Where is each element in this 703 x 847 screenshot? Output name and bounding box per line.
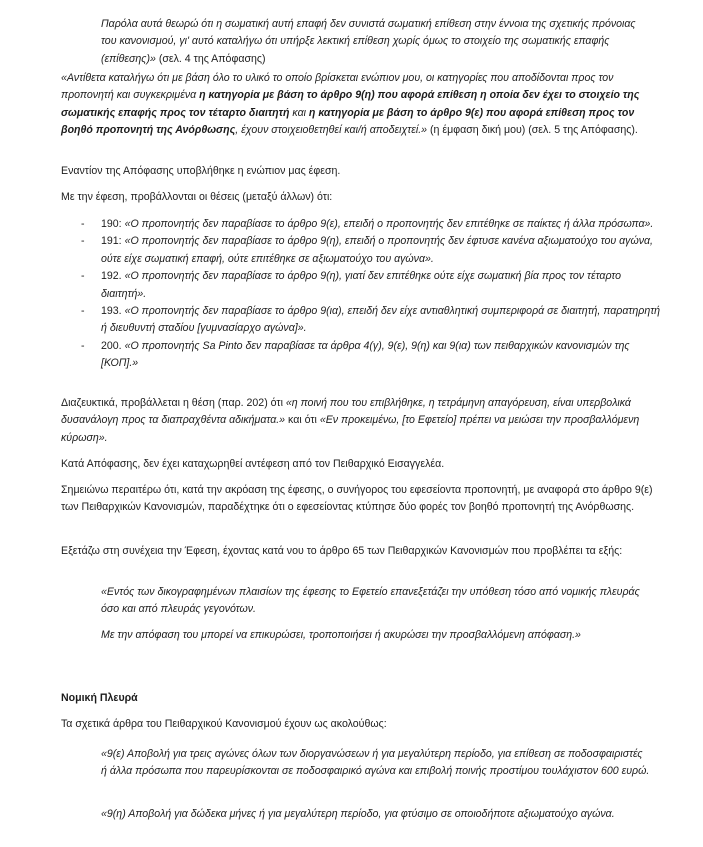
list-item: - 193. «Ο προπονητής δεν παραβίασε το άρθρο 9(ια), επειδή δεν είχε αντιαθλητική συμπεριφορά σε διαιτητή, παρατηρητή ή διευθυντή σταδίου [γυμνασίαρχο αγώνα]». (81, 305, 661, 335)
paragraph-positions: Με την έφεση, προβάλλονται οι θέσεις (μεταξύ άλλων) ότι: (61, 191, 333, 203)
conclusion-text-2: , έχουν στοιχειοθετηθεί και/ή αποδειχτεί.» (235, 124, 428, 137)
quote-top-text: Παρόλα αυτά θεωρώ ότι η σωματική αυτή επαφή δεν συνιστά σωματική επίθεση στην έννοια της σχετικής πρόνοιας του κανονισμού, γι' αυτό καταλήγω ότι υπήρξε λεκτική επίθεση χωρίς όμως το στοιχείο της σωματικής επαφής (επίθεσης)» (101, 18, 636, 65)
list-item-text: «Ο προπονητής δεν παραβίασε το άρθρο 9(ια), επειδή δεν είχε αντιαθλητική συμπεριφορά σε διαιτητή, παρατηρητή ή διευθυντή σταδίου [γυμνασίαρχο αγώνα]». (101, 305, 661, 335)
alternative-mid: και ότι (285, 414, 320, 427)
paragraph-conclusion (61, 70, 661, 140)
list-item-number: 191: (101, 235, 125, 248)
list-item: - 191: «Ο προπονητής δεν παραβίασε το άρθρο 9(η), επειδή ο προπονητής δεν έφτυσε κανένα αξιωματούχο του αγώνα, ούτε είχε σωματική επαφή, ούτε επιτέθηκε σε αξιωματούχο του αγώνα». (81, 235, 653, 265)
list-item-number: 192. (101, 270, 125, 283)
quote-top-ref: (σελ. 4 της Απόφασης) (155, 52, 266, 65)
alternative-quote-1: «η ποινή που του επιβλήθηκε, η τετράμηνη απαγόρευση, είναι υπερβολικά δυσανάλογη προς τα διαπραχθέντα αδικήματα.» (61, 397, 631, 427)
list-item-text: «Ο προπονητής δεν παραβίασε το άρθρο 9(ε), επειδή ο προπονητής δεν επιτέθηκε σε παίκτες ή άλλα πρόσωπα». (124, 218, 654, 230)
conclusion-ref: (η έμφαση δική μου) (σελ. 5 της Απόφασης). (427, 124, 638, 137)
list-item-number: 190: (101, 218, 125, 230)
paragraph-alternative (61, 395, 661, 447)
conclusion-bold-2: η κατηγορία με βάση το άρθρο 9(ε) που αφορά επίθεση προς τον βοηθό προπονητή της Ανόρθωσης (61, 106, 635, 137)
list-item-text: «Ο προπονητής δεν παραβίασε το άρθρο 9(η), γιατί δεν επιτέθηκε ούτε είχε σωματική βία προς τον τέταρτο διαιτητή». (101, 270, 622, 300)
section-heading-legal: Νομική Πλευρά (61, 692, 138, 704)
list-item-number: 193. (101, 305, 125, 318)
paragraph-no-cross-appeal: Κατά Απόφασης, δεν έχει καταχωρηθεί αντέφεση από τον Πειθαρχικό Εισαγγελέα. (61, 458, 445, 470)
quote-top (101, 16, 641, 68)
quote-article-9h: «9(η) Αποβολή για δώδεκα μήνες ή για μεγαλύτερη περίοδο, για φτύσιμο σε οποιοδήποτε αξιωματούχο αγώνα. (101, 808, 615, 820)
list-item-text: «Ο προπονητής δεν παραβίασε το άρθρο 9(η), επειδή ο προπονητής δεν έφτυσε κανένα αξιωματούχο του αγώνα, ούτε είχε σωματική επαφή, ούτε επιτέθηκε σε αξιωματούχο του αγώνα». (101, 235, 653, 265)
alternative-text-1: Διαζευκτικά, προβάλλεται η θέση (παρ. 202) ότι (61, 397, 286, 409)
paragraph-appeal: Εναντίον της Απόφασης υποβλήθηκε η ενώπιον μας έφεση. (61, 165, 341, 177)
list-item-text: «Ο προπονητής Sa Pinto δεν παραβίασε τα άρθρα 4(γ), 9(ε), 9(η) και 9(ια) των πειθαρχικών κανονισμών της [ΚΟΠ].» (101, 339, 630, 370)
alternative-quote-2: «Εν προκειμένω, [το Εφετείο] πρέπει να μειώσει την προσβαλλόμενη κύρωση». (61, 414, 640, 444)
positions-list (61, 216, 661, 373)
conclusion-bold-1: η κατηγορία με βάση το άρθρο 9(η) που αφορά επίθεση η οποία δεν έχει το στοιχείο της σωματικής επαφής προς τον τέταρτο διαιτητή (61, 89, 640, 119)
quote-article-65-a: «Εντός των δικογραφημένων πλαισίων της έφεσης το Εφετείο επανεξετάζει την υπόθεση τόσο από νομικής πλευράς όσο και από πλευράς γεγονότων. (101, 586, 640, 616)
paragraph-examine: Εξετάζω στη συνέχεια την Έφεση, έχοντας κατά νου το άρθρο 65 των Πειθαρχικών Κανονισμών που προβλέπει τα εξής: (61, 545, 623, 557)
list-item: - 190: «Ο προπονητής δεν παραβίασε το άρθρο 9(ε), επειδή ο προπονητής δεν επιτέθηκε σε παίκτες ή άλλα πρόσωπα». (81, 218, 654, 230)
quote-article-65-b: Με την απόφαση του μπορεί να επικυρώσει, τροποποιήσει ή ακυρώσει την προσβαλλόμενη απόφαση.» (101, 629, 581, 641)
paragraph-note: Σημειώνω περαιτέρω ότι, κατά την ακρόαση της έφεσης, ο συνήγορος του εφεσείοντα προπονητή, με αναφορά στο άρθρο 9(ε) των Πειθαρχικών Κανονισμών, παραδέχτηκε ότι ο εφεσείοντας κτύπησε δύο φορές τον βοηθό προπονητή της Ανόρθωσης. (61, 484, 653, 514)
list-item: - 200. «Ο προπονητής Sa Pinto δεν παραβίασε τα άρθρα 4(γ), 9(ε), 9(η) και 9(ια) των πειθαρχικών κανονισμών της [ΚΟΠ].» (81, 339, 630, 370)
quote-article-9e: «9(ε) Αποβολή για τρεις αγώνες όλων των διοργανώσεων ή για μεγαλύτερη περίοδο, για επίθεση σε ποδοσφαιριστές ή άλλα πρόσωπα που παρευρίσκονται σε ποδοσφαιρικό αγώνα και επιβολή ποινής προστίμου τουλάχιστον 600 ευρώ. (101, 748, 650, 778)
conclusion-mid: και (289, 106, 309, 119)
list-item-number: 200. (101, 339, 125, 352)
list-item: - 192. «Ο προπονητής δεν παραβίασε το άρθρο 9(η), γιατί δεν επιτέθηκε ούτε είχε σωματική βία προς τον τέταρτο διαιτητή». (81, 270, 622, 300)
conclusion-text-1: «Αντίθετα καταλήγω ότι με βάση όλο το υλικό το οποίο βρίσκεται ενώπιον μου, οι κατηγορίες που αποδίδονται προς τον προπονητή και συγκεκριμένα (61, 72, 614, 102)
paragraph-articles: Τα σχετικά άρθρα του Πειθαρχικού Κανονισμού έχουν ως ακολούθως: (61, 718, 387, 730)
